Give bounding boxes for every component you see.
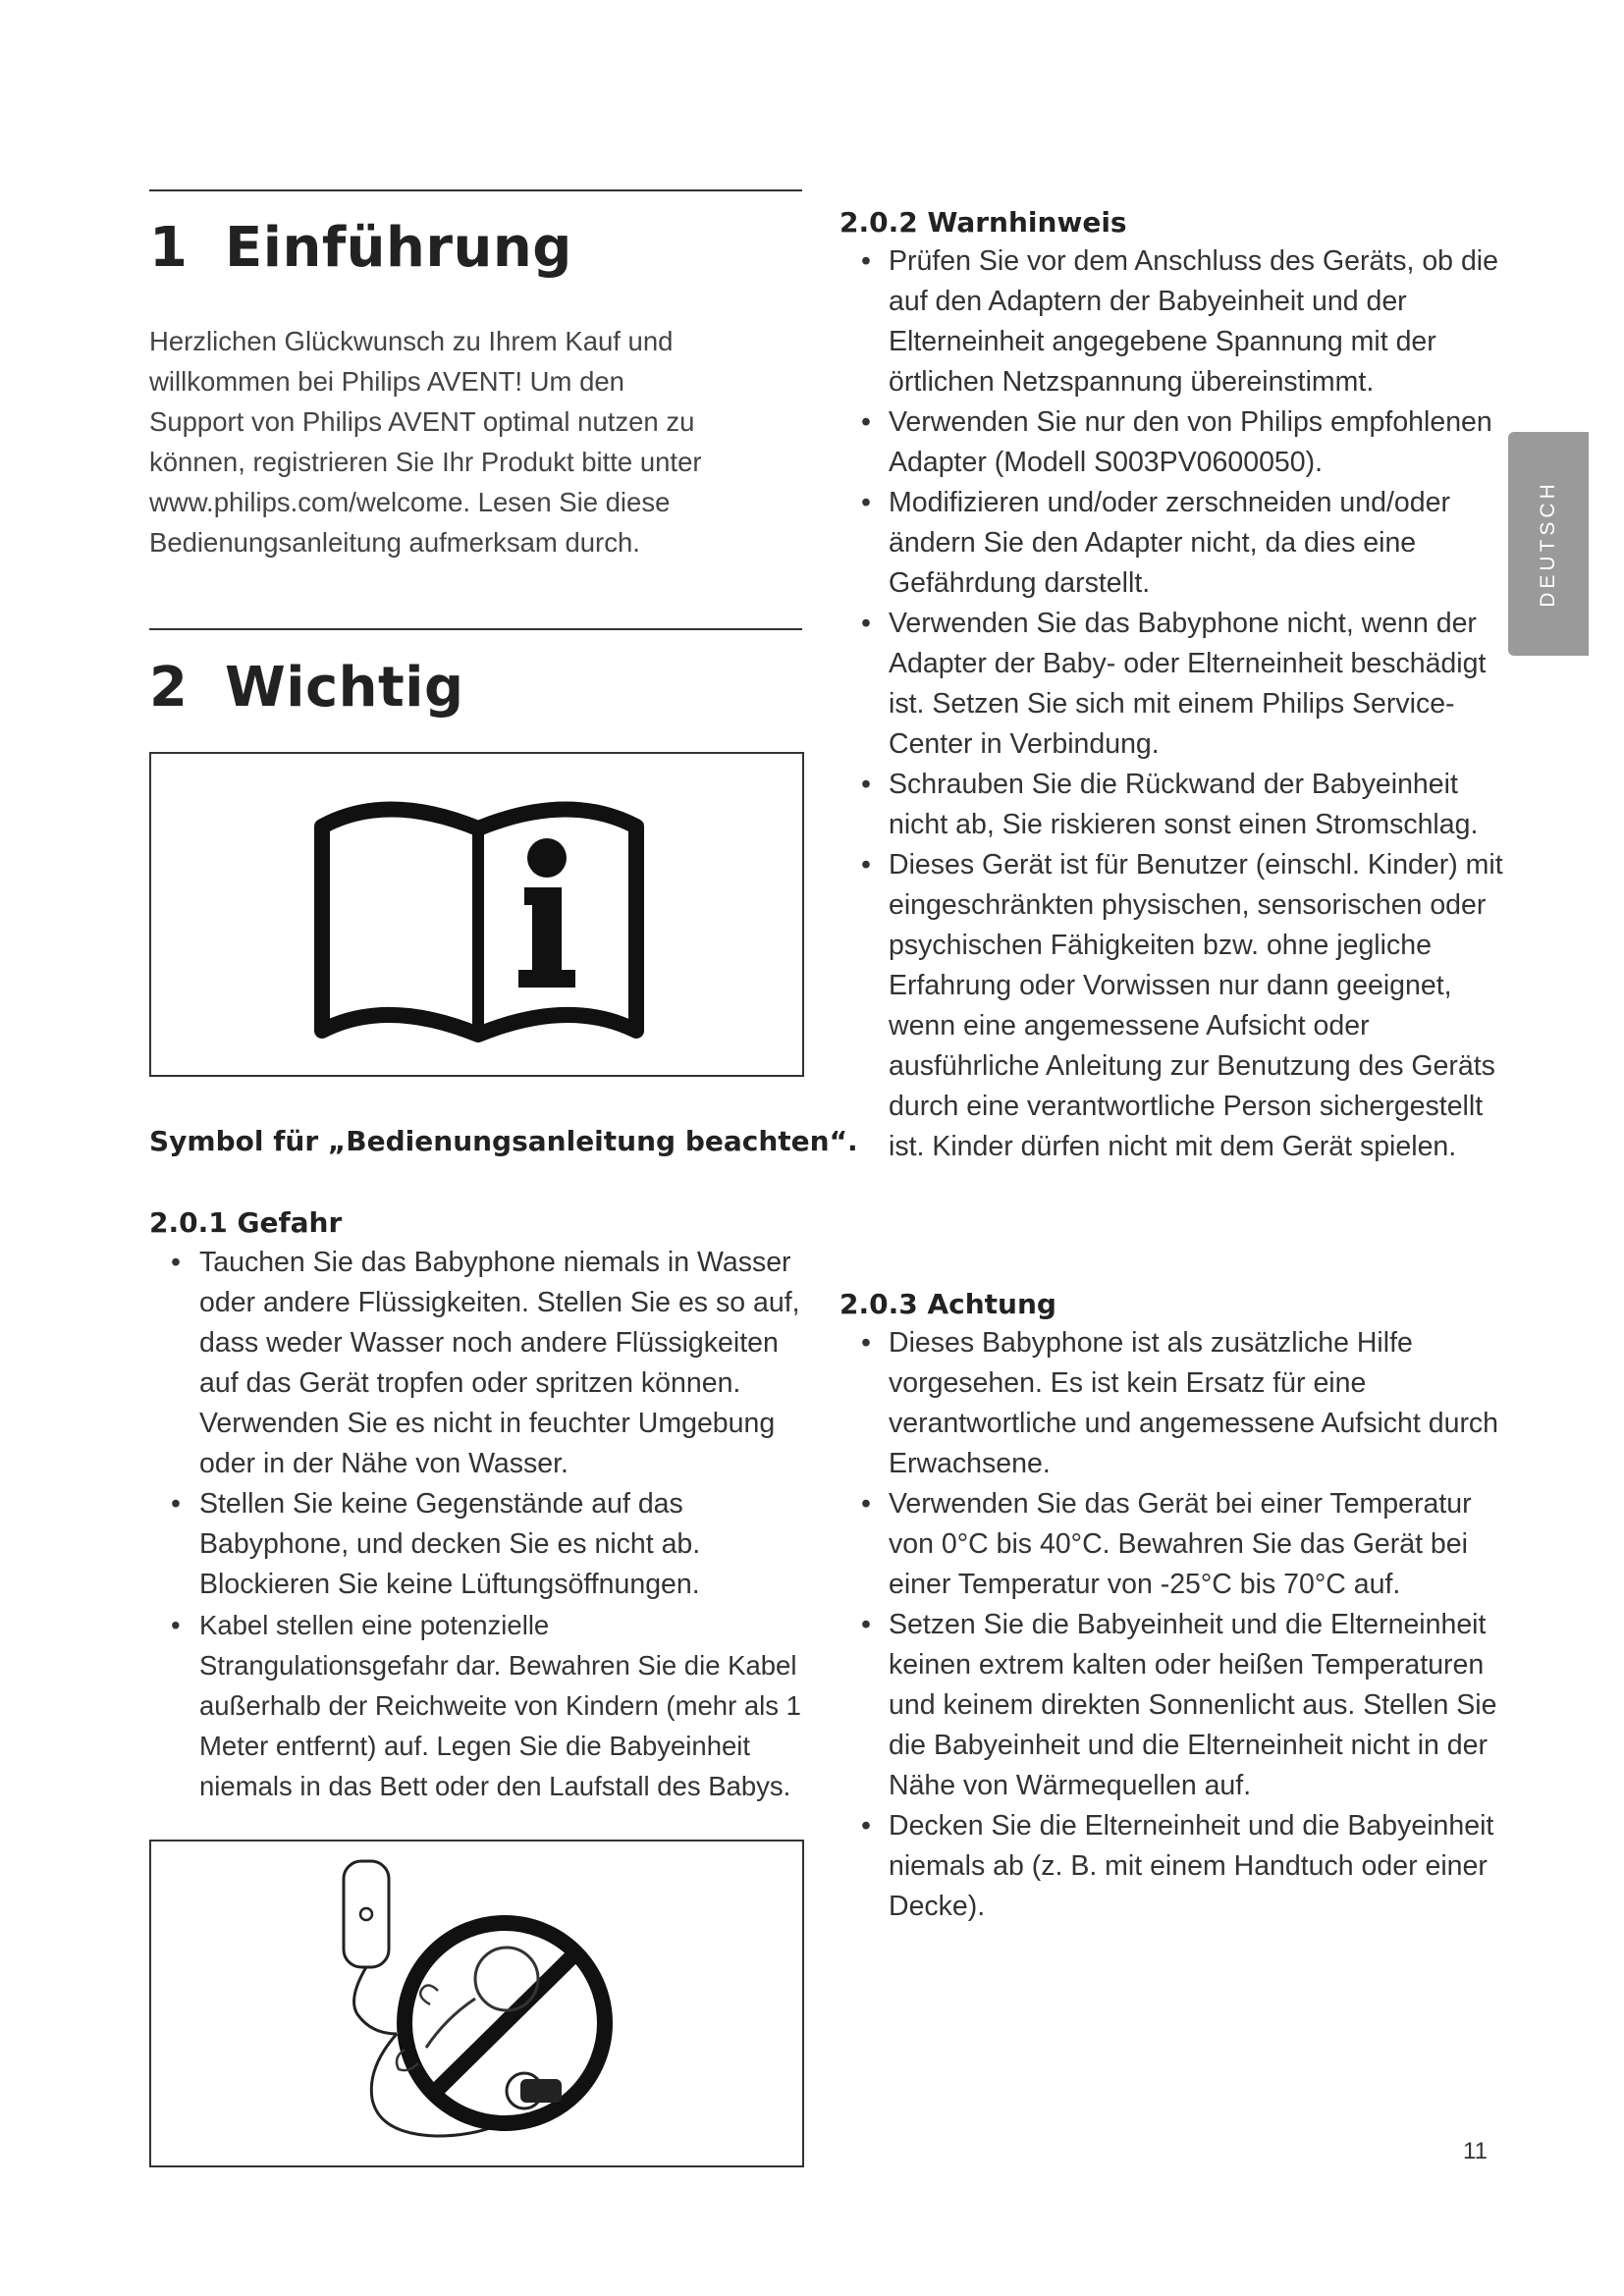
achtung-list [839,1323,1507,1927]
intro-line: Herzlichen Glückwunsch zu Ihrem Kauf und [149,326,674,356]
intro-line: willkommen bei Philips AVENT! Um den [149,366,624,397]
read-manual-info-icon [151,754,802,1075]
list-item: • Verwenden Sie nur den von Philips empfohlenen Adapter (Modell S003PV0600050). [839,402,1507,483]
intro-line: Bedienungsanleitung aufmerksam durch. [149,527,640,558]
section-number: 1 [149,216,189,280]
gefahr-heading: 2.0.1 Gefahr [149,1206,343,1239]
section-title: Wichtig [225,656,464,720]
section-rule [149,189,802,191]
symbol-caption: Symbol für „Bedienungsanleitung beachten“. [149,1125,858,1157]
list-item: • Kabel stellen eine potenzielle Strangulationsgefahr dar. Bewahren Sie die Kabel außerhalb der Reichweite von Kindern (mehr als 1 Meter entfernt) auf. Legen Sie die Babyeinheit niemals in das Bett oder den Laufstall des Babys. [149,1605,802,1806]
list-item: • Decken Sie die Elterneinheit und die Babyeinheit niemals ab (z. B. mit einem Handtuch oder einer Decke). [839,1806,1507,1927]
list-item: • Modifizieren und/oder zerschneiden und/oder ändern Sie den Adapter nicht, da dies eine Gefährdung darstellt. [839,483,1507,604]
list-item: • Dieses Babyphone ist als zusätzliche Hilfe vorgesehen. Es ist kein Ersatz für eine verantwortliche und angemessene Aufsicht durch Erwachsene. [839,1323,1507,1484]
achtung-heading: 2.0.3 Achtung [839,1288,1056,1320]
list-item: • Tauchen Sie das Babyphone niemals in Wasser oder andere Flüssigkeiten. Stellen Sie es so auf, dass weder Wasser noch andere Flüssigkeiten auf das Gerät tropfen oder spritzen können. Verwenden Sie es nicht in feuchter Umgebung oder in der Nähe von Wasser. [149,1243,802,1484]
intro-line: Support von Philips AVENT optimal nutzen zu [149,406,695,437]
gefahr-list [149,1243,802,1806]
list-item: • Dieses Gerät ist für Benutzer (einschl. Kinder) mit eingeschränkten physischen, sensorischen oder psychischen Fähigkeiten bzw. ohne jegliche Erfahrung oder Vorwissen nur dann geeignet, wenn eine angemessene Aufsicht oder ausführliche Anleitung zur Benutzung des Geräts durch eine verantwortliche Person sichergestellt ist. Kinder dürfen nicht mit dem Gerät spielen. [839,845,1507,1167]
list-item: • Schrauben Sie die Rückwand der Babyeinheit nicht ab, Sie riskieren sonst einen Stromschlag. [839,765,1507,845]
language-tab-label: DEUTSCH [1537,480,1559,608]
warnhinweis-list [839,241,1507,1167]
page-number: 11 [1463,2138,1488,2164]
list-item: • Stellen Sie keine Gegenstände auf das Babyphone, und decken Sie es nicht ab. Blockieren Sie keine Lüftungsöffnungen. [149,1484,802,1605]
section-title: Einführung [225,216,572,280]
list-item: • Prüfen Sie vor dem Anschluss des Geräts, ob die auf den Adaptern der Babyeinheit und der Elterneinheit angegebene Spannung mit der örtlichen Netzspannung übereinstimmt. [839,241,1507,402]
no-cable-near-baby-icon [151,1842,802,2165]
intro-line: können, registrieren Sie Ihr Produkt bitte unter [149,447,702,477]
cable-warning-figure [149,1840,804,2167]
intro-line: www.philips.com/welcome. Lesen Sie diese [149,487,671,517]
section-number: 2 [149,656,189,720]
list-item: • Verwenden Sie das Gerät bei einer Temperatur von 0°C bis 40°C. Bewahren Sie das Gerät bei einer Temperatur von -25°C bis 70°C auf. [839,1484,1507,1605]
warnhinweis-heading: 2.0.2 Warnhinweis [839,206,1127,239]
language-tab[interactable] [1508,432,1589,656]
manual-symbol-figure [149,752,804,1077]
section-rule [149,628,802,630]
section-2-heading [149,656,464,720]
section-1-heading [149,216,572,280]
list-item: • Verwenden Sie das Babyphone nicht, wenn der Adapter der Baby- oder Elterneinheit beschädigt ist. Setzen Sie sich mit einem Philips Service-Center in Verbindung. [839,604,1507,765]
intro-paragraph [149,321,802,562]
list-item: • Setzen Sie die Babyeinheit und die Elterneinheit keinen extrem kalten oder heißen Temperaturen und keinem direkten Sonnenlicht aus. Stellen Sie die Babyeinheit und die Elterneinheit nicht in der Nähe von Wärmequellen auf. [839,1605,1507,1806]
